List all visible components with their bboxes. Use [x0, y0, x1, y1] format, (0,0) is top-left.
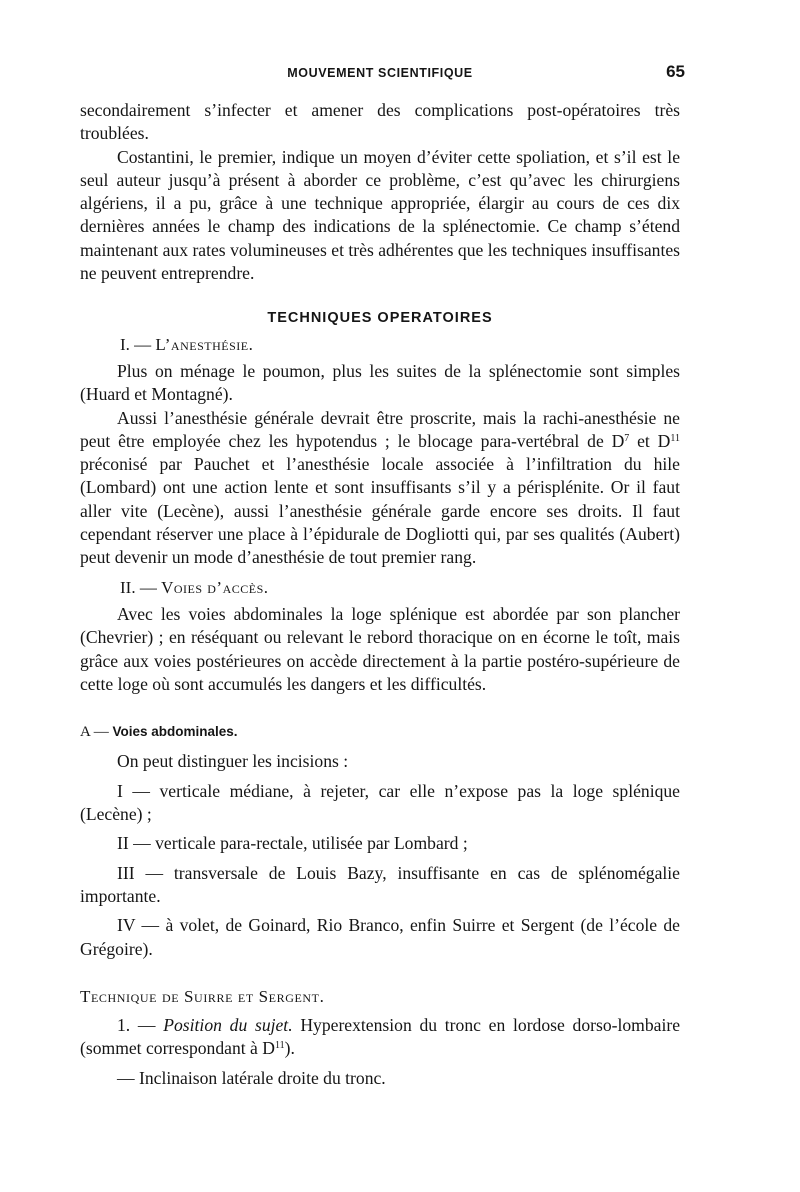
anesthesie-dash: — [134, 334, 152, 354]
anesthesie-paragraph-2 [80, 407, 680, 570]
vertebra-superscript-11: 11 [670, 432, 680, 444]
incision-item: I — verticale médiane, à rejeter, car elle n’expose pas la loge splénique (Lecène) ; [80, 780, 680, 825]
anesthesie-p2-part-a: Aussi l’anesthésie générale devrait être proscrite, mais la rachi-anesthésie ne peut être employée chez les hypotendus ; le blocage para-vertébral de D [80, 407, 680, 451]
incision-item: III — transversale de Louis Bazy, insuffisante en cas de splénomégalie importante. [80, 862, 680, 906]
abdominales-intro: On peut distinguer les incisions : [117, 751, 349, 772]
anesthesie-title: L’anesthésie. [155, 334, 254, 354]
technique-step-1 [80, 1014, 680, 1061]
voies-paragraph: Avec les voies abdominales la loge splénique est abordée par son plancher (Chevrier) ; en réséquant ou relevant le rebord thoracique on en écorne le toît, mais grâce aux voies postérieures on accède directement à la partie postéro-supérieure de cette loge où sont accumulés les dangers et les difficultés. [80, 603, 680, 694]
technique-heading: Technique de Suirre et Sergent. [80, 986, 325, 1006]
section-title: TECHNIQUES OPERATOIRES [267, 310, 493, 327]
abdominales-prefix: A — [80, 724, 109, 741]
vertebra-superscript-7: 7 [624, 432, 630, 444]
page-number: 65 [666, 62, 685, 81]
anesthesie-p2-part-b: et D [629, 430, 671, 451]
anesthesie-paragraph-1: Plus on ménage le poumon, plus les suites de la splénectomie sont simples (Huard et Montagné). [80, 360, 680, 405]
anesthesie-number: I. [120, 334, 130, 354]
voies-heading [120, 576, 680, 599]
step-1-text-b: ). [284, 1038, 295, 1059]
body-text [80, 99, 680, 1090]
voies-dash: — [139, 577, 157, 597]
technique-step-2: — Inclinaison latérale droite du tronc. [117, 1067, 386, 1088]
anesthesie-heading [120, 333, 680, 356]
step-1-number: 1. — [117, 1015, 156, 1036]
abdominales-title: Voies abdominales. [112, 724, 238, 740]
intro-paragraph-2: Costantini, le premier, indique un moyen d’éviter cette spoliation, et s’il est le seul auteur jusqu’à présent à aborder ce problème, c’est qu’avec les chirurgiens algériens, il a pu, grâce à une technique appropriée, élargir au cours de ces dix dernières années le champ des indications de la splénectomie. Ce champ s’étend maintenant aux rates volumineuses et très adhérentes que les techniques insuffisantes ne peuvent entreprendre. [80, 146, 680, 284]
abdominales-heading [80, 720, 680, 744]
voies-number: II. [120, 577, 136, 597]
running-head: MOUVEMENT SCIENTIFIQUE [287, 66, 473, 80]
incision-item: II — verticale para-rectale, utilisée par Lombard ; [117, 833, 468, 854]
vertebra-superscript-11: 11 [274, 1040, 285, 1052]
anesthesie-p2-part-c: préconisé par Pauchet et l’anesthésie locale associée à l’infiltration du hile (Lombard) ont une action lente et sont insuffisants s’il y a périsplénite. Or il faut aller vite (Lecène), aussi l’anesthésie générale garde encore ses droits. Il faut cependant réserver une place à l’épidurale de Dogliotti qui, par ses qualités (Aubert) peut devenir un mode d’anesthésie de tout premier rang. [80, 454, 680, 568]
incision-item: IV — à volet, de Goinard, Rio Branco, enfin Suirre et Sergent (de l’école de Grégoire). [80, 915, 680, 959]
intro-paragraph-1: secondairement s’infecter et amener des complications post-opératoires très troublées. [80, 100, 680, 144]
step-1-text-a: Hyperextension du tronc en lordose dorso-lombaire (sommet correspondant à D [80, 1015, 681, 1059]
step-1-title: Position du sujet. [163, 1015, 293, 1036]
voies-title: Voies d’accès. [161, 577, 269, 597]
